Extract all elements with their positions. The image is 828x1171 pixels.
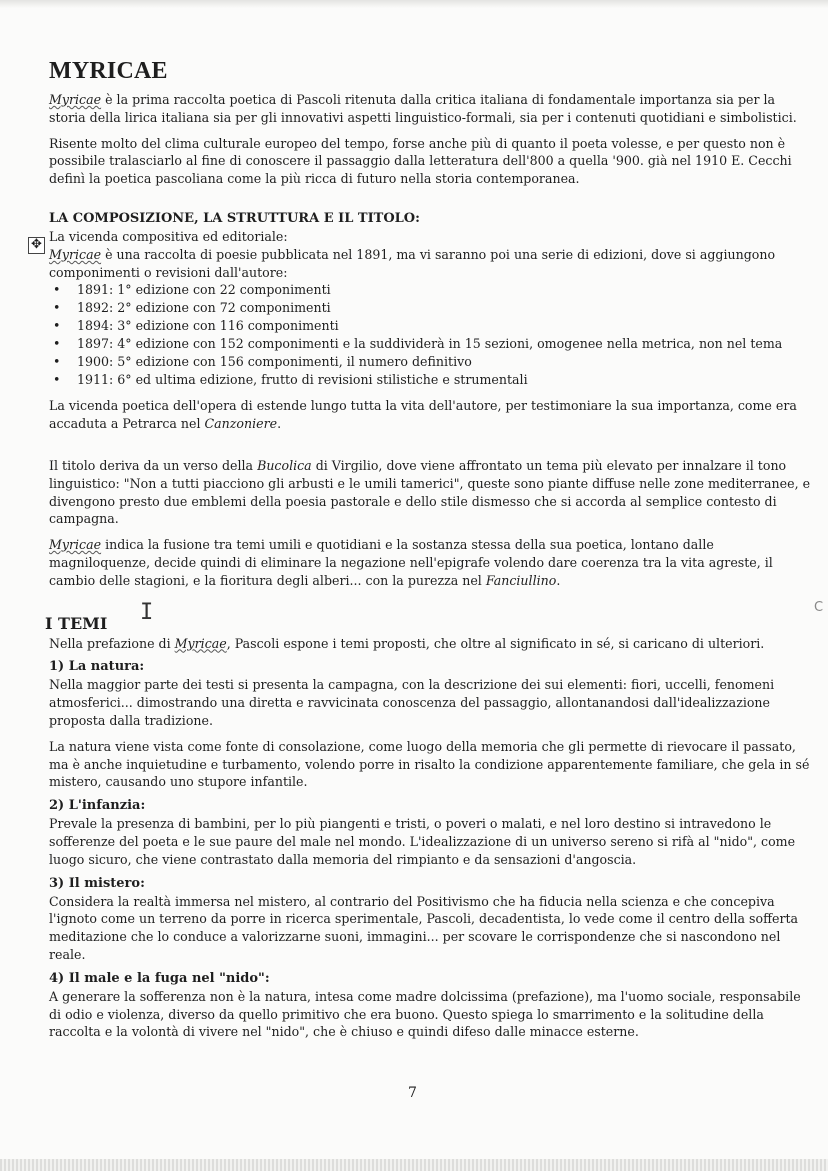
myricae-word: Myricae [49,92,102,107]
page-number: 7 [408,1085,417,1101]
temi-intro: Nella prefazione di Myricae, Pascoli espone i temi proposti, che oltre al significato in sé, si caricano di ulteriori. [49,635,765,651]
list-item: • 1892: 2° edizione con 72 componimenti [77,299,814,317]
intro-paragraph-1: Myricae è la prima raccolta poetica di Pascoli ritenuta dalla critica italiana di fondamentale importanza sia per la storia della lirica italiana sia per gli innovativi aspetti linguistico-formali, sia per i contenuti quotidiani e simbolistici. [49,92,797,125]
theme-heading-infanzia: 2) L'infanzia: [49,798,146,814]
list-item: • 1900: 5° edizione con 156 componimenti, il numero definitivo [77,353,814,371]
infanzia-paragraph: Prevale la presenza di bambini, per lo più piangenti e tristi, o poveri o malati, e nel loro destino si intravedono le sofferenze del poeta e le sue paure del male nel mondo. L'idealizzazione di un universo sereno si rifà al "nido", come luogo sicuro, che viene contrastato dalla memoria del rimpianto e da sensazioni d'angoscia. [49,816,796,867]
male-paragraph: A generare la sofferenza non è la natura, intesa come madre dolcissima (prefazione), ma l'uomo sociale, responsabile di odio e violenza, diverso da quello primitivo che era buono. Questo spiega lo smarrimento e la solitudine della raccolta e la volontà di vivere nel "nido", che è chiuso e quindi difeso dalle minacce esterne. [49,988,801,1040]
composizione-paragraph-2: La vicenda poetica dell'opera di estende lungo tutta la vita dell'autore, per testimoniare la sua importanza, come era accaduta a Petrarca nel Canzoniere. [49,398,797,432]
mistero-paragraph: Considera la realtà immersa nel mistero, al contrario del Positivismo che ha fiducia nella scienza e che concepiva l'ignoto come un terreno da porre in ricerca sperimentale, Pascoli, decadentista, lo vede come il centro della sofferta meditazione che lo conduce a valorizzarne suoni, immagini... per scovare le corrispondenze che si nascondono nel reale. [49,893,799,962]
section-heading-composizione: LA COMPOSIZIONE, LA STRUTTURA E IL TITOLO: [49,210,420,226]
theme-heading-male: 4) Il male e la fuga nel "nido": [49,970,270,986]
list-item: • 1897: 4° edizione con 152 componimenti e la suddividerà in 15 sezioni, omogenee nella metrica, non nel tema [77,335,814,353]
myricae-meaning-paragraph: Myricae indica la fusione tra temi umili e quotidiani e la sostanza stessa della sua poetica, lontano dalle magniloquenze, decide quindi di eliminare la negazione nell'epigrafe volendo dare coerenza tra la vita agreste, il cambio delle stagioni, e la fioritura degli alberi... con la purezza nel Fanciullino. [49,537,773,588]
composizione-paragraph-1: Myricae è una raccolta di poesie pubblicata nel 1891, ma vi saranno poi una serie di edizioni, dove si aggiungono componimenti o revisioni dall'autore: [49,246,776,280]
subheading-vicenda: La vicenda compositiva ed editoriale: [49,228,288,244]
move-handle-icon[interactable]: ✥ [28,237,45,254]
text-cursor-icon: I [140,600,154,625]
page-title: MYRICAE [49,58,168,84]
natura-paragraph-1: Nella maggior parte dei testi si presenta la campagna, con la descrizione dei sui elementi: fiori, uccelli, fenomeni atmosferici... dimostrando una diretta e ravvicinata conoscenza del passaggio, allontanandosi dall'idealizzazione proposta dalla tradizione. [49,677,775,728]
scan-bottom-edge [0,1159,828,1171]
editions-list [49,281,814,389]
section-heading-temi: I TEMI [45,613,108,633]
scan-top-edge [0,0,828,8]
theme-heading-mistero: 3) Il mistero: [49,875,145,891]
titolo-paragraph: Il titolo deriva da un verso della Bucolica di Virgilio, dove viene affrontato un tema più elevato per innalzare il tono linguistico: "Non a tutti piacciono gli arbusti e le umili tamerici", queste sono piante diffuse nelle zone mediterranee, e divengono presto due emblemi della poesia pastorale e dello stile dismesso che si accorda al semplice contesto di campagna. [49,457,811,527]
theme-heading-natura: 1) La natura: [49,659,145,675]
intro-paragraph-2: Risente molto del clima culturale europeo del tempo, forse anche più di quanto il poeta volesse, e per questo non è possibile tralasciarlo al fine di conoscere il passaggio dalla letteratura dell'800 a quella '900. già nel 1910 E. Cecchi definì la poetica pascoliana come la più ricca di futuro nella storia contemporanea. [49,135,792,187]
list-item: • 1891: 1° edizione con 22 componimenti [77,281,814,299]
edge-mark: C [814,600,824,615]
document-content [45,58,814,1041]
list-item: • 1894: 3° edizione con 116 componimenti [77,317,814,335]
natura-paragraph-2: La natura viene vista come fonte di consolazione, come luogo della memoria che gli permette di rievocare il passato, ma è anche inquietudine e turbamento, volendo porre in risalto la condizione apparentemente familiare, che gela in sé mistero, causando uno stupore infantile. [49,738,810,790]
list-item: • 1911: 6° ed ultima edizione, frutto di revisioni stilistiche e strumentali [77,371,814,389]
